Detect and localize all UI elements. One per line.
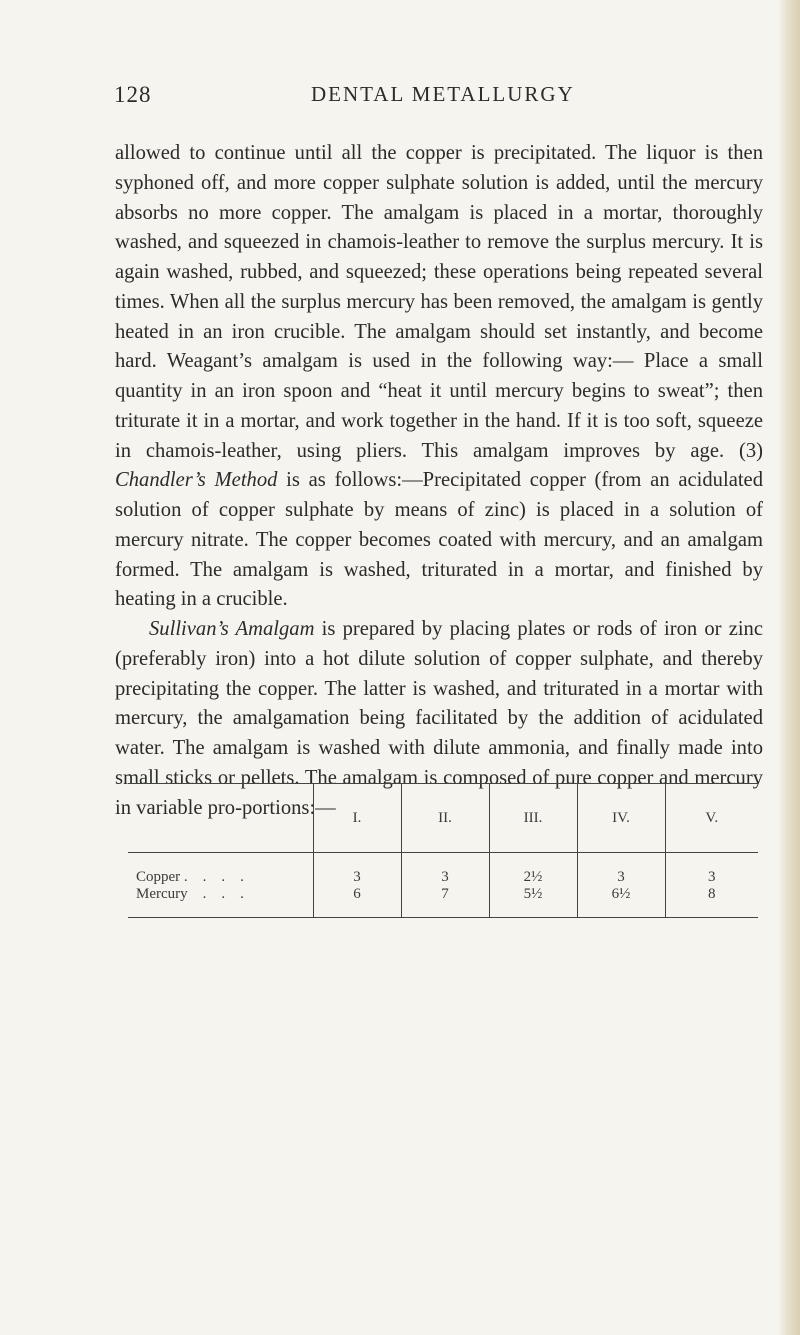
table-cell: 3: [577, 853, 665, 887]
row-label-copper: Copper . . . .: [136, 869, 244, 885]
table-cell: 3: [665, 853, 758, 887]
table-cell: 8: [665, 886, 758, 918]
column-header: IV.: [577, 784, 665, 853]
sullivans-amalgam-heading: Sullivan’s Amalgam: [149, 618, 315, 640]
paragraph-text: allowed to continue until all the copper is precipitated. The liquor is then syphoned off, and more copper sulphate solution is added, until the mercury absorbs no more copper. The amalgam is placed in a mortar, thoroughly washed, and squeezed in chamois-leather to remove the surplus mercury. It is again washed, rubbed, and squeezed; these operations being repeated several times. When all the surplus mercury has been removed, the amalgam is gently heated in an iron crucible. The amalgam should set instantly, and become hard. Weagant’s amalgam is used in the following way:— Place a small quantity in an iron spoon and “heat it until mercury begins to sweat”; then triturate it in a mortar, and work together in the hand. If it is too soft, squeeze in chamois-leather, using pliers. This amalgam improves by age. (3): [115, 142, 763, 462]
paragraph-text: is as follows:—Precipitated copper (from an acidulated solution of copper sulphate by means of zinc) is placed in a solution of mercury nitrate. The copper becomes coated with mercury, and an amalgam formed. The amalgam is washed, triturated in a mortar, and finished by heating in a crucible.: [115, 469, 763, 611]
column-header: II.: [401, 784, 489, 853]
column-header: V.: [665, 784, 758, 853]
table-corner-cell: [128, 784, 313, 853]
table-header-row: [128, 784, 758, 853]
table-cell: 7: [401, 886, 489, 918]
table-cell: 6½: [577, 886, 665, 918]
running-title: DENTAL METALLURGY: [311, 82, 575, 106]
paragraph-text: is prepared by placing plates or rods of iron or zinc (preferably iron) into a hot dilute solution of copper sulphate, and thereby precipitating the copper. The latter is washed, and triturated in a mortar with mercury, the amalgamation being facilitated by the addition of acidulated water. The amalgam is washed with dilute ammonia, and finally made into small sticks or pellets. The amalgam is composed of pure copper and mercury in variable pro-portions:—: [115, 618, 763, 819]
table-cell: 5½: [489, 886, 577, 918]
table-cell: 2½: [489, 853, 577, 887]
page-number: 128: [114, 82, 152, 107]
table-row: [128, 853, 758, 887]
chandlers-method-heading: Chandler’s Method: [115, 469, 278, 492]
table-cell: 3: [313, 853, 401, 887]
page-header: [114, 82, 684, 112]
column-header: III.: [489, 784, 577, 853]
table-cell: 6: [313, 886, 401, 918]
table-cell: 3: [401, 853, 489, 887]
page-edge: [778, 0, 800, 1335]
paragraph-weagant-chandler: [115, 139, 763, 615]
body-text: [115, 139, 763, 823]
proportions-table: [128, 783, 758, 918]
column-header: I.: [313, 784, 401, 853]
table-row: [128, 886, 758, 918]
row-label-mercury: Mercury . . .: [128, 886, 313, 918]
